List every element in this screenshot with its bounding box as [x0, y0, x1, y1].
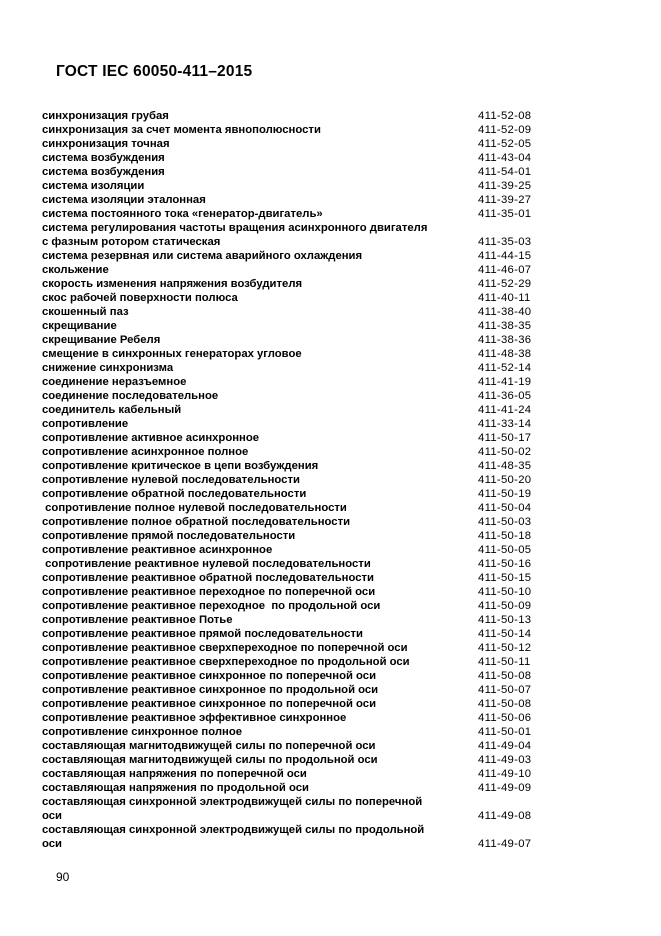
- index-term-number: 411-50-19: [478, 488, 532, 500]
- index-entry: [42, 571, 538, 585]
- index-term-number: 411-49-07: [478, 838, 532, 850]
- index-term: соединение последовательное: [42, 390, 219, 402]
- index-term: сопротивление реактивное нулевой последовательности: [42, 558, 371, 570]
- index-term-number: 411-50-17: [478, 432, 532, 444]
- index-entry: [42, 739, 538, 753]
- index-term: сопротивление реактивное сверхпереходное по поперечной оси: [42, 642, 408, 654]
- index-term: составляющая магнитодвижущей силы по продольной оси: [42, 754, 378, 766]
- index-entry: [42, 781, 538, 795]
- index-term-number: 411-50-13: [478, 614, 532, 626]
- index-term: синхронизация грубая: [42, 110, 169, 122]
- index-term: составляющая синхронной электродвижущей силы по продольной оси: [42, 824, 425, 850]
- index-entry: [42, 515, 538, 529]
- index-term: система изоляции эталонная: [42, 194, 206, 206]
- index-term-number: 411-35-03: [478, 236, 532, 248]
- index-term: сопротивление активное асинхронное: [42, 432, 260, 444]
- index-term-number: 411-48-38: [478, 348, 532, 360]
- index-term: синхронизация за счет момента явнополюсности: [42, 124, 321, 136]
- index-term: составляющая синхронной электродвижущей силы по поперечной оси: [42, 796, 423, 822]
- index-term: сопротивление реактивное обратной последовательности: [42, 572, 374, 584]
- index-entry: [42, 361, 538, 375]
- index-entry: [42, 711, 538, 725]
- index-term: система постоянного тока «генератор-двигатель»: [42, 208, 323, 220]
- index-entry: [42, 795, 538, 823]
- index-term-number: 411-35-01: [478, 208, 532, 220]
- index-term: сопротивление асинхронное полное: [42, 446, 249, 458]
- index-entry: [42, 179, 538, 193]
- index-entry: [42, 655, 538, 669]
- index-entry: [42, 347, 538, 361]
- index-entry: [42, 137, 538, 151]
- index-term: система регулирования частоты вращения асинхронного двигателя с фазным ротором статическая: [42, 222, 428, 248]
- index-entry: [42, 697, 538, 711]
- index-entry: [42, 753, 538, 767]
- index-entry: [42, 151, 538, 165]
- index-term: сопротивление реактивное синхронное по поперечной оси: [42, 670, 377, 682]
- index-entry: [42, 193, 538, 207]
- index-term: скос рабочей поверхности полюса: [42, 292, 238, 304]
- index-term: сопротивление реактивное прямой последовательности: [42, 628, 363, 640]
- index-entry: [42, 585, 538, 599]
- index-term: составляющая напряжения по продольной оси: [42, 782, 309, 794]
- index-entry: [42, 249, 538, 263]
- index-term: скорость изменения напряжения возбудителя: [42, 278, 303, 290]
- index-term-number: 411-40-11: [478, 292, 531, 304]
- index-term: сопротивление критическое в цепи возбуждения: [42, 460, 319, 472]
- index-term-number: 411-50-05: [478, 544, 532, 556]
- page-number: 90: [56, 870, 70, 884]
- index-term-number: 411-38-36: [478, 334, 532, 346]
- index-term: сопротивление прямой последовательности: [42, 530, 296, 542]
- index-entry: [42, 221, 538, 249]
- index-entry: [42, 207, 538, 221]
- index-term: скольжение: [42, 264, 109, 276]
- index-term: сопротивление реактивное эффективное синхронное: [42, 712, 347, 724]
- index-term: составляющая магнитодвижущей силы по поперечной оси: [42, 740, 376, 752]
- index-entry: [42, 277, 538, 291]
- index-term: сопротивление синхронное полное: [42, 726, 243, 738]
- index-term-number: 411-50-08: [478, 670, 532, 682]
- index-term-number: 411-49-09: [478, 782, 532, 794]
- index-entry: [42, 501, 538, 515]
- document-header: ГОСТ IEC 60050-411–2015: [56, 63, 253, 80]
- index-term-number: 411-50-04: [478, 502, 532, 514]
- index-term-number: 411-50-12: [478, 642, 532, 654]
- index-term-number: 411-38-35: [478, 320, 532, 332]
- index-term-number: 411-39-25: [478, 180, 532, 192]
- index-entry: [42, 305, 538, 319]
- index-term-number: 411-50-18: [478, 530, 532, 542]
- index-term: составляющая напряжения по поперечной оси: [42, 768, 307, 780]
- index-term: сопротивление обратной последовательности: [42, 488, 307, 500]
- index-term-number: 411-52-14: [478, 362, 532, 374]
- index-entry: [42, 319, 538, 333]
- index-entry: [42, 725, 538, 739]
- index-term: смещение в синхронных генераторах угловое: [42, 348, 302, 360]
- index-entry: [42, 683, 538, 697]
- index-entry: [42, 613, 538, 627]
- index-term-number: 411-49-08: [478, 810, 532, 822]
- index-term-number: 411-50-10: [478, 586, 532, 598]
- index-term: синхронизация точная: [42, 138, 170, 150]
- index-entry: [42, 529, 538, 543]
- index-term-number: 411-54-01: [478, 166, 532, 178]
- index-entry: [42, 543, 538, 557]
- index-term-number: 411-49-03: [478, 754, 532, 766]
- index-term: соединитель кабельный: [42, 404, 182, 416]
- index-term: сопротивление реактивное переходное по поперечной оси: [42, 586, 376, 598]
- index-entry: [42, 291, 538, 305]
- index-term: сопротивление реактивное синхронное по поперечной оси: [42, 698, 377, 710]
- index-term-number: 411-50-15: [478, 572, 532, 584]
- index-entry: [42, 669, 538, 683]
- index-entry: [42, 767, 538, 781]
- index-term-number: 411-50-11: [478, 656, 531, 668]
- index-entry: [42, 557, 538, 571]
- index-term-number: 411-50-02: [478, 446, 532, 458]
- index-entry: [42, 445, 538, 459]
- index-term: сопротивление реактивное Потье: [42, 614, 233, 626]
- index-term-number: 411-44-15: [478, 250, 532, 262]
- index-entry: [42, 431, 538, 445]
- index-term: сопротивление полное обратной последовательности: [42, 516, 351, 528]
- index-entry: [42, 263, 538, 277]
- index-entry: [42, 403, 538, 417]
- index-term-number: 411-50-07: [478, 684, 532, 696]
- index-entry: [42, 823, 538, 851]
- index-term-number: 411-50-20: [478, 474, 532, 486]
- index-term-number: 411-49-10: [478, 768, 532, 780]
- index-term: скрещивание Ребеля: [42, 334, 161, 346]
- index-term: соединение неразъемное: [42, 376, 187, 388]
- index-entry: [42, 333, 538, 347]
- index-entry: [42, 487, 538, 501]
- index-term-number: 411-52-29: [478, 278, 532, 290]
- term-index-list: [42, 109, 538, 851]
- index-entry: [42, 417, 538, 431]
- index-term-number: 411-33-14: [478, 418, 532, 430]
- index-term-number: 411-50-16: [478, 558, 532, 570]
- index-term: скрещивание: [42, 320, 117, 332]
- index-term-number: 411-52-05: [478, 138, 532, 150]
- index-term: сопротивление реактивное синхронное по продольной оси: [42, 684, 379, 696]
- index-term: сопротивление реактивное асинхронное: [42, 544, 273, 556]
- index-term: система возбуждения: [42, 166, 165, 178]
- index-entry: [42, 459, 538, 473]
- index-entry: [42, 165, 538, 179]
- index-term: система возбуждения: [42, 152, 165, 164]
- index-term-number: 411-50-01: [478, 726, 532, 738]
- index-term: сопротивление: [42, 418, 129, 430]
- index-term: сопротивление реактивное переходное по продольной оси: [42, 600, 381, 612]
- index-entry: [42, 473, 538, 487]
- index-entry: [42, 599, 538, 613]
- index-term-number: 411-41-24: [478, 404, 532, 416]
- index-term: система резервная или система аварийного охлаждения: [42, 250, 363, 262]
- index-term: снижение синхронизма: [42, 362, 174, 374]
- index-term-number: 411-50-06: [478, 712, 532, 724]
- index-term-number: 411-50-08: [478, 698, 532, 710]
- index-term-number: 411-50-03: [478, 516, 532, 528]
- index-term-number: 411-52-08: [478, 110, 532, 122]
- index-entry: [42, 375, 538, 389]
- index-term-number: 411-38-40: [478, 306, 532, 318]
- index-term-number: 411-52-09: [478, 124, 532, 136]
- index-entry: [42, 109, 538, 123]
- index-term-number: 411-50-09: [478, 600, 532, 612]
- index-term-number: 411-41-19: [478, 376, 532, 388]
- index-term: сопротивление нулевой последовательности: [42, 474, 300, 486]
- index-term-number: 411-46-07: [478, 264, 532, 276]
- index-term-number: 411-43-04: [478, 152, 532, 164]
- index-term-number: 411-39-27: [478, 194, 532, 206]
- index-entry: [42, 123, 538, 137]
- index-entry: [42, 389, 538, 403]
- index-term-number: 411-36-05: [478, 390, 532, 402]
- index-entry: [42, 627, 538, 641]
- index-term-number: 411-48-35: [478, 460, 532, 472]
- index-term: сопротивление реактивное сверхпереходное по продольной оси: [42, 656, 410, 668]
- index-term: сопротивление полное нулевой последовательности: [42, 502, 347, 514]
- index-term: система изоляции: [42, 180, 145, 192]
- index-entry: [42, 641, 538, 655]
- index-term: скошенный паз: [42, 306, 129, 318]
- index-term-number: 411-50-14: [478, 628, 532, 640]
- index-term-number: 411-49-04: [478, 740, 532, 752]
